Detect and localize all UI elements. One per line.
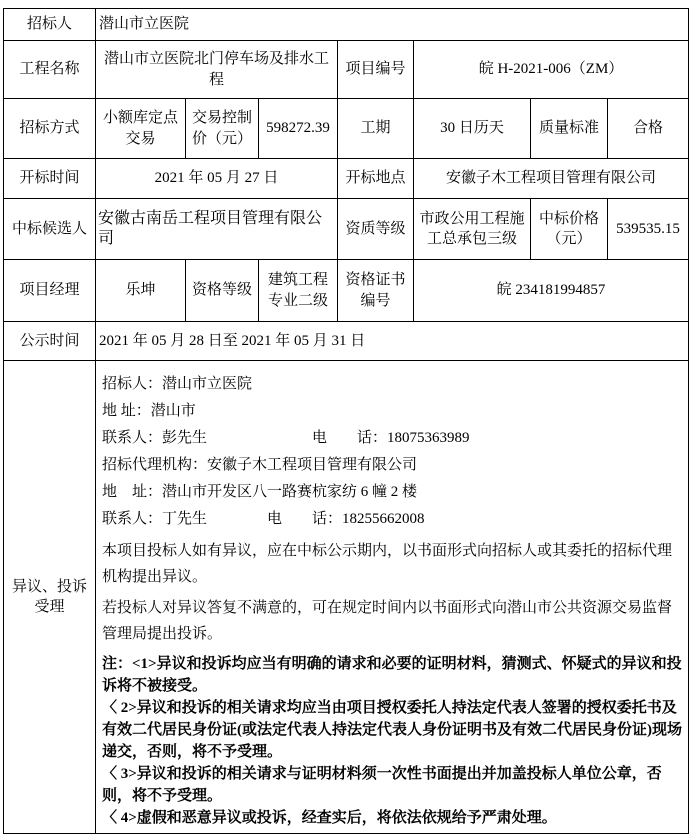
row-winner (4, 199, 689, 260)
quality-label: 质量标准 (531, 99, 608, 159)
winner-label: 中标候选人 (4, 199, 96, 260)
control-price-label: 交易控制价（元） (186, 99, 259, 159)
winner-value: 安徽古南岳工程项目管理有限公司 (96, 199, 338, 260)
project-code-value: 皖 H-2021-006（ZM） (414, 41, 689, 99)
grade-label: 资格等级 (186, 260, 259, 322)
row-bidder (4, 9, 689, 41)
cert-label: 资格证书编号 (338, 260, 414, 322)
win-price-value: 539535.15 (608, 199, 689, 260)
row-objection (4, 361, 689, 834)
qualification-value: 市政公用工程施工总承包三级 (414, 199, 531, 260)
project-value: 潜山市立医院北门停车场及排水工程 (96, 41, 338, 99)
row-manager (4, 260, 689, 322)
project-label: 工程名称 (4, 41, 96, 99)
quality-value: 合格 (608, 99, 689, 159)
objection-contact-line: 联系人：彭先生 电 话：18075363989 (102, 430, 470, 446)
row-publicity (4, 322, 689, 361)
grade-value: 建筑工程专业二级 (259, 260, 338, 322)
duration-value: 30 日历天 (414, 99, 531, 159)
publicity-label: 公示时间 (4, 322, 96, 361)
objection-contact-line: 招标人：潜山市立医院 (102, 376, 253, 392)
bidder-label: 招标人 (4, 9, 96, 41)
qualification-label: 资质等级 (338, 199, 414, 260)
objection-note: 〈 2>异议和投诉的相关请求均应当由项目授权委托人持法定代表人签署的授权委托书及有效二代居民身份证(或法定代表人持法定代表人身份证明书及有效二代居民身份证)现场递交，否则，将不予受理。 (102, 700, 682, 760)
row-method (4, 99, 689, 159)
row-project (4, 41, 689, 99)
objection-paragraph: 本项目投标人如有异议，应在中标公示期内，以书面形式向招标人或其委托的招标代理机构提出异议。 (102, 543, 673, 585)
objection-notes (102, 653, 682, 829)
objection-contact-line: 联系人：丁先生 电 话：18255662008 (102, 511, 425, 527)
objection-note: 〈 4>虚假和恶意异议或投诉，经查实后，将依法依规给予严肃处理。 (102, 810, 557, 826)
opening-time-label: 开标时间 (4, 159, 96, 199)
opening-place-value: 安徽子木工程项目管理有限公司 (414, 159, 689, 199)
objection-contact-line: 地 址：潜山市 (102, 403, 196, 419)
opening-place-label: 开标地点 (338, 159, 414, 199)
manager-value: 乐坤 (96, 260, 186, 322)
opening-time-value: 2021 年 05 月 27 日 (96, 159, 338, 199)
publicity-value: 2021 年 05 月 28 日至 2021 年 05 月 31 日 (96, 322, 689, 361)
method-value: 小额库定点交易 (96, 99, 186, 159)
objection-note: 〈 3>异议和投诉的相关请求与证明材料须一次性书面提出并加盖投标人单位公章，否则，将不予受理。 (102, 766, 662, 804)
objection-contact-line: 地 址：潜山市开发区八一路赛杭家纺 6 幢 2 楼 (102, 484, 418, 500)
bidder-value: 潜山市立医院 (96, 9, 689, 41)
row-opening (4, 159, 689, 199)
objection-contact-line: 招标代理机构：安徽子木工程项目管理有限公司 (102, 457, 418, 473)
objection-paragraph: 若投标人对异议答复不满意的，可在规定时间内以书面形式向潜山市公共资源交易监督管理局提出投诉。 (102, 600, 673, 642)
bid-notice-table (3, 8, 689, 834)
cert-value: 皖 234181994857 (414, 260, 689, 322)
win-price-label: 中标价格（元） (531, 199, 608, 260)
project-code-label: 项目编号 (338, 41, 414, 99)
method-label: 招标方式 (4, 99, 96, 159)
objection-note: 注：<1>异议和投诉均应当有明确的请求和必要的证明材料，猜测式、怀疑式的异议和投诉将不被接受。 (102, 656, 682, 694)
duration-label: 工期 (338, 99, 414, 159)
objection-body (96, 361, 689, 834)
control-price-value: 598272.39 (259, 99, 338, 159)
manager-label: 项目经理 (4, 260, 96, 322)
objection-label: 异议、投诉受理 (4, 361, 96, 834)
